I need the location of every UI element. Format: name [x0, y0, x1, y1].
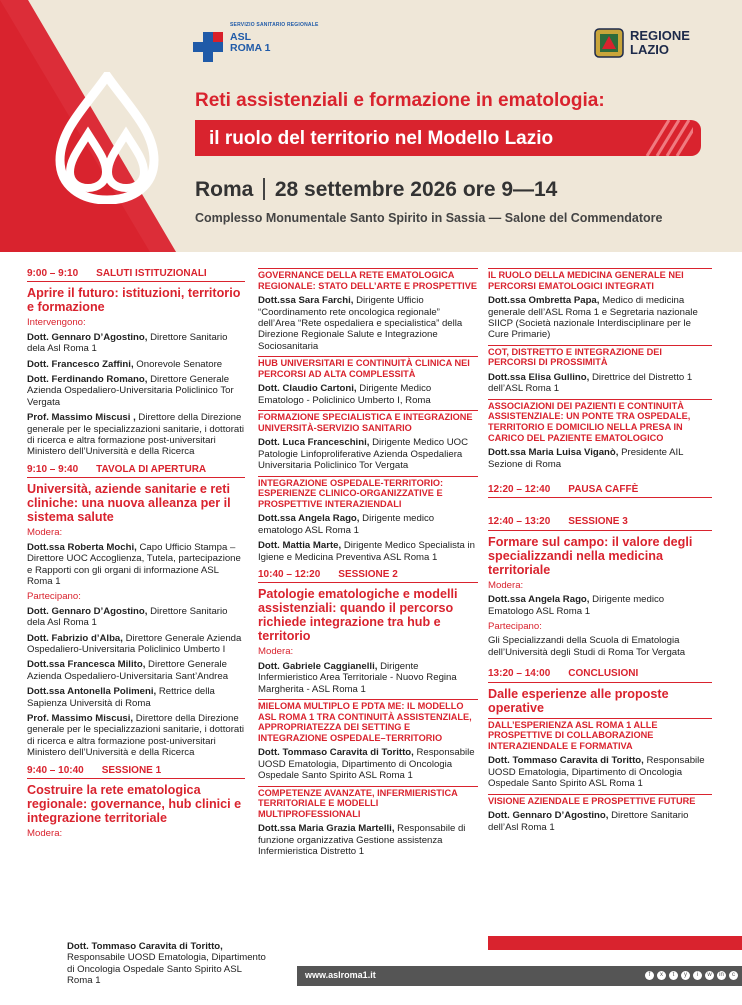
session-slot: 12:40 – 13:20 SESSIONE 3: [488, 516, 712, 530]
speaker: Dott. Tommaso Caravita di Toritto, Responsabile UOSD Ematologia, Dipartimento di Oncologia Ospedale Santo Spirito ASL Roma 1: [258, 747, 475, 782]
speaker: Dott. Francesco Zaffini, Onorevole Senatore: [27, 358, 223, 370]
talk-title: FORMAZIONE SPECIALISTICA E INTEGRAZIONE UNIVERSITÀ-SERVIZIO SANITARIO: [258, 410, 478, 433]
role-label: Partecipano:: [488, 621, 542, 633]
channel-icon[interactable]: c: [729, 971, 738, 980]
bottom-red-bar: [488, 936, 742, 950]
event-title-line2: il ruolo del territorio nel Modello Lazio: [209, 128, 554, 149]
talk-title: IL RUOLO DELLA MEDICINA GENERALE NEI PERCORSI EMATOLOGICI INTEGRATI: [488, 268, 712, 291]
session-title: Aprire il futuro: istituzioni, territorio e formazione: [27, 286, 241, 315]
talk-title: COMPETENZE AVANZATE, INFERMIERISTICA TERRITORIALE E MODELLI MULTIPROFESSIONALI: [258, 786, 478, 820]
event-title-banner: [195, 120, 701, 156]
event-date-line: [195, 178, 557, 202]
regione-lazio-logo: [594, 28, 690, 58]
speaker: Dott.ssa Angela Rago, Dirigente medico ematologo ASL Roma 1: [258, 513, 435, 536]
role-label: Modera:: [258, 646, 294, 658]
session-slot: 9:00 – 9:10 SALUTI ISTITUZIONALI: [27, 268, 245, 282]
facebook-icon[interactable]: f: [645, 971, 654, 980]
speaker: Dott. Gennaro D’Agostino, Direttore Sanitario dela Asl Roma 1: [27, 605, 228, 629]
program-column-1: [27, 268, 245, 842]
linkedin-icon[interactable]: in: [717, 971, 726, 980]
role-label: Modera:: [488, 579, 524, 591]
asl-name-2: ROMA 1: [230, 42, 271, 54]
speaker: Dott. Gennaro D’Agostino, Direttore Sanitario dela Asl Roma 1: [27, 331, 228, 355]
event-venue: Complesso Monumentale Santo Spirito in Sassia — Salone del Commendatore: [195, 211, 663, 225]
moderator: Dott.ssa Angela Rago, Dirigente medico Ematologo ASL Roma 1: [488, 594, 665, 617]
program-column-2: [258, 268, 478, 862]
session-title: Dalle esperienze alle proposte operative: [488, 686, 669, 715]
youtube-icon[interactable]: y: [681, 971, 690, 980]
website-link[interactable]: www.aslroma1.it: [305, 970, 376, 980]
moderator: Dott.ssa Roberta Mochi, Capo Ufficio Stampa – Direttore UOC Accoglienza, Tutela, partecipazione e Rapporti con gli organi di informazione ASL Roma 1: [27, 541, 241, 587]
speaker: Dott.ssa Antonella Polimeni, Rettrice della Sapienza Università di Roma: [27, 686, 215, 709]
lazio-emblem-icon: [594, 28, 624, 58]
footer-bar: [297, 966, 742, 986]
event-city: Roma: [195, 178, 254, 201]
speaker: Dott. Fabrizio d’Alba, Direttore Generale Azienda Ospedaliero-Universitaria Policlinico Umberto I: [27, 632, 242, 655]
x-icon[interactable]: x: [657, 971, 666, 980]
speaker: Dott.ssa Ombretta Papa, Medico di medicina generale dell’ASL Roma 1 e Segretaria nazionale SIICP (Società nazionale Interdisciplinare per le Cure Primarie): [488, 295, 698, 341]
session-title: Formare sul campo: il valore degli specializzandi nella medicina territoriale: [488, 534, 693, 577]
asl-service-label: SERVIZIO SANITARIO REGIONALE: [230, 22, 319, 28]
moderator: Dott. Tommaso Caravita di Toritto, Responsabile UOSD Ematologia, Dipartimento di Oncologia Ospedale Santo Spirito ASL Roma 1: [67, 941, 266, 987]
whatsapp-icon[interactable]: w: [705, 971, 714, 980]
instagram-icon[interactable]: i: [693, 971, 702, 980]
banner-stripes-icon: [633, 120, 693, 156]
event-date: 28 settembre 2026 ore 9—14: [274, 178, 558, 201]
talk-title: HUB UNIVERSITARI E CONTINUITÀ CLINICA NEI PERCORSI AD ALTA COMPLESSITÀ: [258, 356, 478, 379]
bottom-left-panel: [0, 936, 40, 1005]
talk-title: MIELOMA MULTIPLO E PDTA ME: IL MODELLO ASL ROMA 1 TRA CONTINUITÀ ASSISTENZIALE, APPROPRIATEZZA DEI SETTING E INTEGRAZIONE OSPEDALE–TERRITORIO: [258, 699, 478, 743]
speaker: Prof. Massimo Miscusi , Direttore della Direzione generale per le specializzazioni sanitarie, i dottorati di ricerca e altra formazione post-universitari Ministero dell’Università e della Ricerca: [27, 412, 245, 458]
session-title: Costruire la rete ematologica regionale: governance, hub clinici e integrazione territoriale: [27, 783, 242, 825]
speaker: Dott.ssa Maria Luisa Viganò, Presidente AIL Sezione di Roma: [488, 447, 684, 470]
session-slot: 9:40 – 10:40 SESSIONE 1: [27, 765, 245, 779]
speaker: Dott. Luca Franceschini, Dirigente Medico UOC Patologie Linfoproliferative Azienda Ospedaliera Universitaria Policlinico Tor Vergata: [258, 437, 469, 472]
role-label: Modera:: [27, 828, 63, 839]
speaker: Dott.ssa Elisa Gullino, Direttrice del Distretto 1 dell’ASL Roma 1: [488, 372, 693, 395]
lazio-name-2: LAZIO: [630, 42, 669, 57]
program-column-3: [488, 268, 712, 837]
talk-title: ASSOCIAZIONI DEI PAZIENTI E CONTINUITÀ ASSISTENZIALE: UN PONTE TRA OSPEDALE, TERRITORIO E DOMICILIO NELLA PRESA IN CARICO DEL PAZIENTE EMATOLOGICO: [488, 399, 712, 443]
speaker: Dott.ssa Sara Farchi, Dirigente Ufficio “Coordinamento rete oncologica regionale” dell’Area “Rete ospedaliera e specialistica” della Direzione Regionale Salute e Integrazione Sociosanitaria: [258, 295, 463, 352]
session-title: Patologie ematologiche e modelli assistenziali: quando il percorso richiede integrazione tra hub e territorio: [258, 587, 458, 644]
session-title: Università, aziende sanitarie e reti cliniche: una nuova alleanza per il sistema salute: [27, 482, 231, 525]
moderator: Dott. Gabriele Caggianelli, Dirigente Infermieristico Area Territoriale - Nuovo Regina Margherita - ASL Roma 1: [258, 660, 457, 695]
session-slot: 10:40 – 12:20 SESSIONE 2: [258, 569, 478, 583]
speaker: Dott. Claudio Cartoni, Dirigente Medico Ematologo - Policlinico Umberto I, Roma: [258, 383, 432, 406]
lazio-name-1: REGIONE: [630, 28, 690, 43]
speaker: Prof. Massimo Miscusi, Direttore della Direzione generale per le specializzazioni sanitarie, i dottorati di ricerca e altra formazione post-universitari Ministero dell’Università e della Ricerca: [27, 712, 245, 759]
role-label: Modera:: [27, 527, 63, 539]
speaker: Dott.ssa Maria Grazia Martelli, Responsabile di funzione organizzativa Gestione assistenza Infermieristica Distretto 1: [258, 823, 466, 858]
asl-cross-icon: [193, 32, 223, 62]
talk-title: COT, DISTRETTO E INTEGRAZIONE DEI PERCORSI DI PROSSIMITÀ: [488, 345, 712, 368]
session-slot: 12:20 – 12:40 PAUSA CAFFÈ: [488, 484, 712, 498]
talk-title: DALL’ESPERIENZA ASL ROMA 1 ALLE PROSPETTIVE DI COLLABORAZIONE INTERAZIENDALE E FORMATIVA: [488, 718, 712, 752]
session-slot: 9:10 – 9:40 TAVOLA DI APERTURA: [27, 464, 245, 478]
session-slot: 13:20 – 14:00 CONCLUSIONI: [488, 668, 712, 682]
event-header: [0, 0, 742, 252]
social-icons: [645, 971, 738, 980]
role-label: Intervengono:: [27, 317, 86, 329]
asl-roma1-logo: [193, 22, 318, 62]
asl-name-1: ASL: [230, 31, 251, 43]
participants: Gli Specializzandi della Scuola di Ematologia dell’Università degli Studi di Roma Tor Vergata: [488, 635, 686, 658]
blood-drop-logo-icon: [48, 72, 166, 204]
speaker: Dott.ssa Francesca Milito, Direttore Generale Azienda Ospedaliero-Universitaria Sant’Andrea: [27, 659, 229, 682]
talk-title: GOVERNANCE DELLA RETE EMATOLOGICA REGIONALE: STATO DELL’ARTE E PROSPETTIVE: [258, 270, 477, 291]
speaker: Dott. Mattia Marte, Dirigente Medico Specialista in Igiene e Medicina Preventiva ASL Roma 1: [258, 540, 476, 563]
talk-title: VISIONE AZIENDALE E PROSPETTIVE FUTURE: [488, 794, 712, 807]
role-label: Partecipano:: [27, 591, 81, 603]
speaker: Dott. Gennaro D’Agostino, Direttore Sanitario dell’Asl Roma 1: [488, 810, 689, 833]
tiktok-icon[interactable]: t: [669, 971, 678, 980]
talk-title: INTEGRAZIONE OSPEDALE-TERRITORIO: ESPERIENZE CLINICO-ORGANIZZATIVE E PROSPETTIVE INTERAZIENDALI: [258, 476, 478, 510]
speaker: Dott. Ferdinando Romano, Direttore Generale Azienda Ospedaliero-Universitaria Policlinico Tor Vergata: [27, 374, 234, 408]
event-title-line1: Reti assistenziali e formazione in ematologia:: [195, 90, 605, 111]
speaker: Dott. Tommaso Caravita di Toritto, Responsabile UOSD Ematologia, Dipartimento di Oncologia Ospedale Santo Spirito ASL Roma 1: [488, 755, 705, 790]
